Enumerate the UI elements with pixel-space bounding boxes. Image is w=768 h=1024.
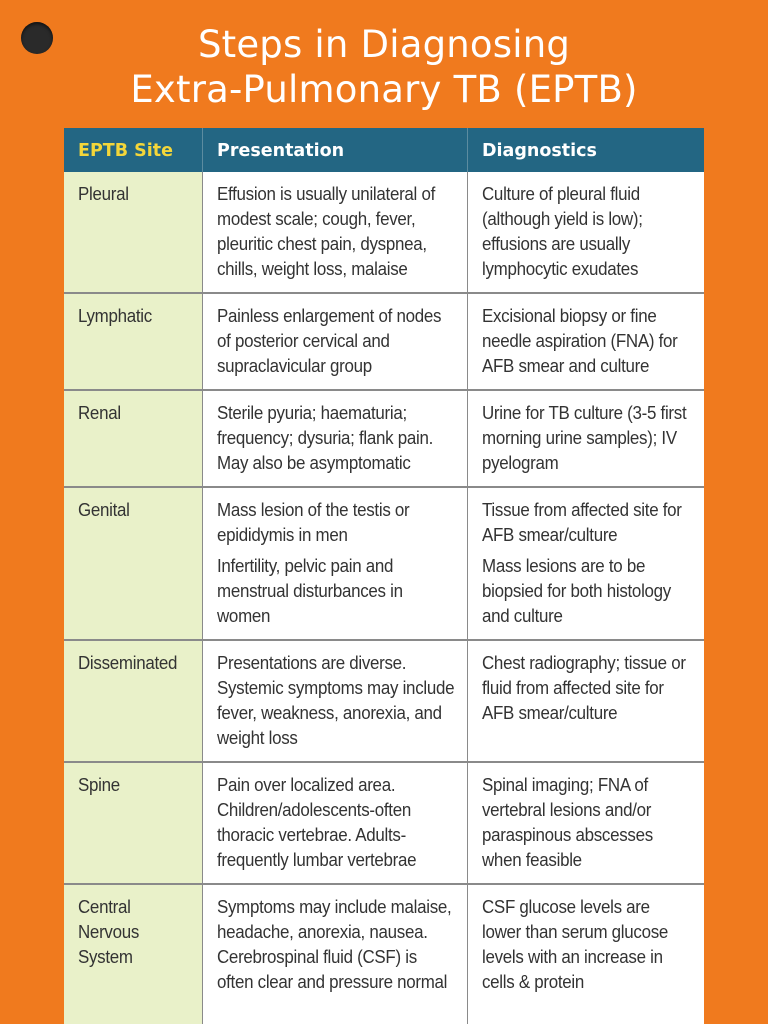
presentation-text: Painless enlargement of nodes of posterior cervical and supraclavicular group [217, 306, 442, 376]
table-row [64, 488, 704, 641]
site-cell [64, 885, 203, 1024]
title-line-2: Extra-Pulmonary TB (EPTB) [130, 68, 638, 111]
presentation-cell [203, 885, 468, 1024]
site-cell [64, 763, 203, 883]
diagnostics-text: Spinal imaging; FNA of vertebral lesions and/or paraspinous abscesses when feasible [482, 775, 653, 870]
page-title [0, 22, 768, 112]
presentation-text: Symptoms may include malaise, headache, anorexia, nausea. Cerebrospinal fluid (CSF) is often clear and pressure normal [217, 897, 452, 992]
title-line-1: Steps in Diagnosing [197, 23, 571, 66]
table-row [64, 885, 704, 1024]
presentation-text: Infertility, pelvic pain and menstrual disturbances in women [217, 556, 403, 626]
diagnostics-text: Chest radiography; tissue or fluid from affected site for AFB smear/culture [482, 653, 686, 723]
site-cell [64, 172, 203, 292]
header-diagnostics: Diagnostics [482, 141, 597, 161]
header-presentation: Presentation [203, 128, 468, 172]
table-row [64, 172, 704, 294]
table-row [64, 391, 704, 488]
site-label: Spine [78, 775, 120, 795]
site-label: Disseminated [78, 653, 178, 673]
presentation-cell [203, 391, 468, 486]
diagnostics-cell [468, 885, 704, 1024]
diagnostics-cell [468, 488, 704, 639]
diagnostics-cell [468, 172, 704, 292]
presentation-text: Sterile pyuria; haematuria; frequency; dysuria; flank pain. May also be asymptomatic [217, 403, 434, 473]
presentation-text: Presentations are diverse. Systemic symptoms may include fever, weakness, anorexia, and weight loss [217, 653, 455, 748]
site-cell [64, 391, 203, 486]
diagnostics-text: Tissue from affected site for AFB smear/culture [482, 500, 682, 545]
site-label: Lymphatic [78, 306, 152, 326]
diagnostics-text: Excisional biopsy or fine needle aspiration (FNA) for AFB smear and culture [482, 306, 678, 376]
site-cell [64, 488, 203, 639]
table-row [64, 294, 704, 391]
site-label: Pleural [78, 184, 129, 204]
site-label: Renal [78, 403, 121, 423]
presentation-cell [203, 294, 468, 389]
presentation-text: Effusion is usually unilateral of modest scale; cough, fever, pleuritic chest pain, dyspnea, chills, weight loss, malaise [217, 184, 435, 279]
presentation-cell [203, 488, 468, 639]
table-row [64, 641, 704, 763]
table-header-row [64, 128, 704, 172]
presentation-text: Pain over localized area. Children/adolescents-often thoracic vertebrae. Adults-frequently lumbar vertebrae [217, 775, 417, 870]
diagnostics-text: Culture of pleural fluid (although yield is low); effusions are usually lymphocytic exudates [482, 184, 643, 279]
header-eptb-site: EPTB Site [64, 128, 203, 172]
eptb-table [64, 128, 704, 1024]
presentation-cell [203, 641, 468, 761]
diagnostics-cell [468, 641, 704, 761]
diagnostics-text: CSF glucose levels are lower than serum glucose levels with an increase in cells & protein [482, 897, 669, 992]
site-label: Genital [78, 500, 130, 520]
presentation-text: Mass lesion of the testis or epididymis in men [217, 500, 410, 545]
diagnostics-text: Mass lesions are to be biopsied for both histology and culture [482, 556, 671, 626]
diagnostics-cell [468, 391, 704, 486]
diagnostics-cell [468, 294, 704, 389]
diagnostics-text: Urine for TB culture (3-5 first morning urine samples); IV pyelogram [482, 403, 687, 473]
presentation-cell [203, 763, 468, 883]
presentation-cell [203, 172, 468, 292]
diagnostics-cell [468, 763, 704, 883]
site-cell [64, 641, 203, 761]
table-row [64, 763, 704, 885]
site-cell [64, 294, 203, 389]
site-label: Central Nervous System [78, 897, 140, 967]
